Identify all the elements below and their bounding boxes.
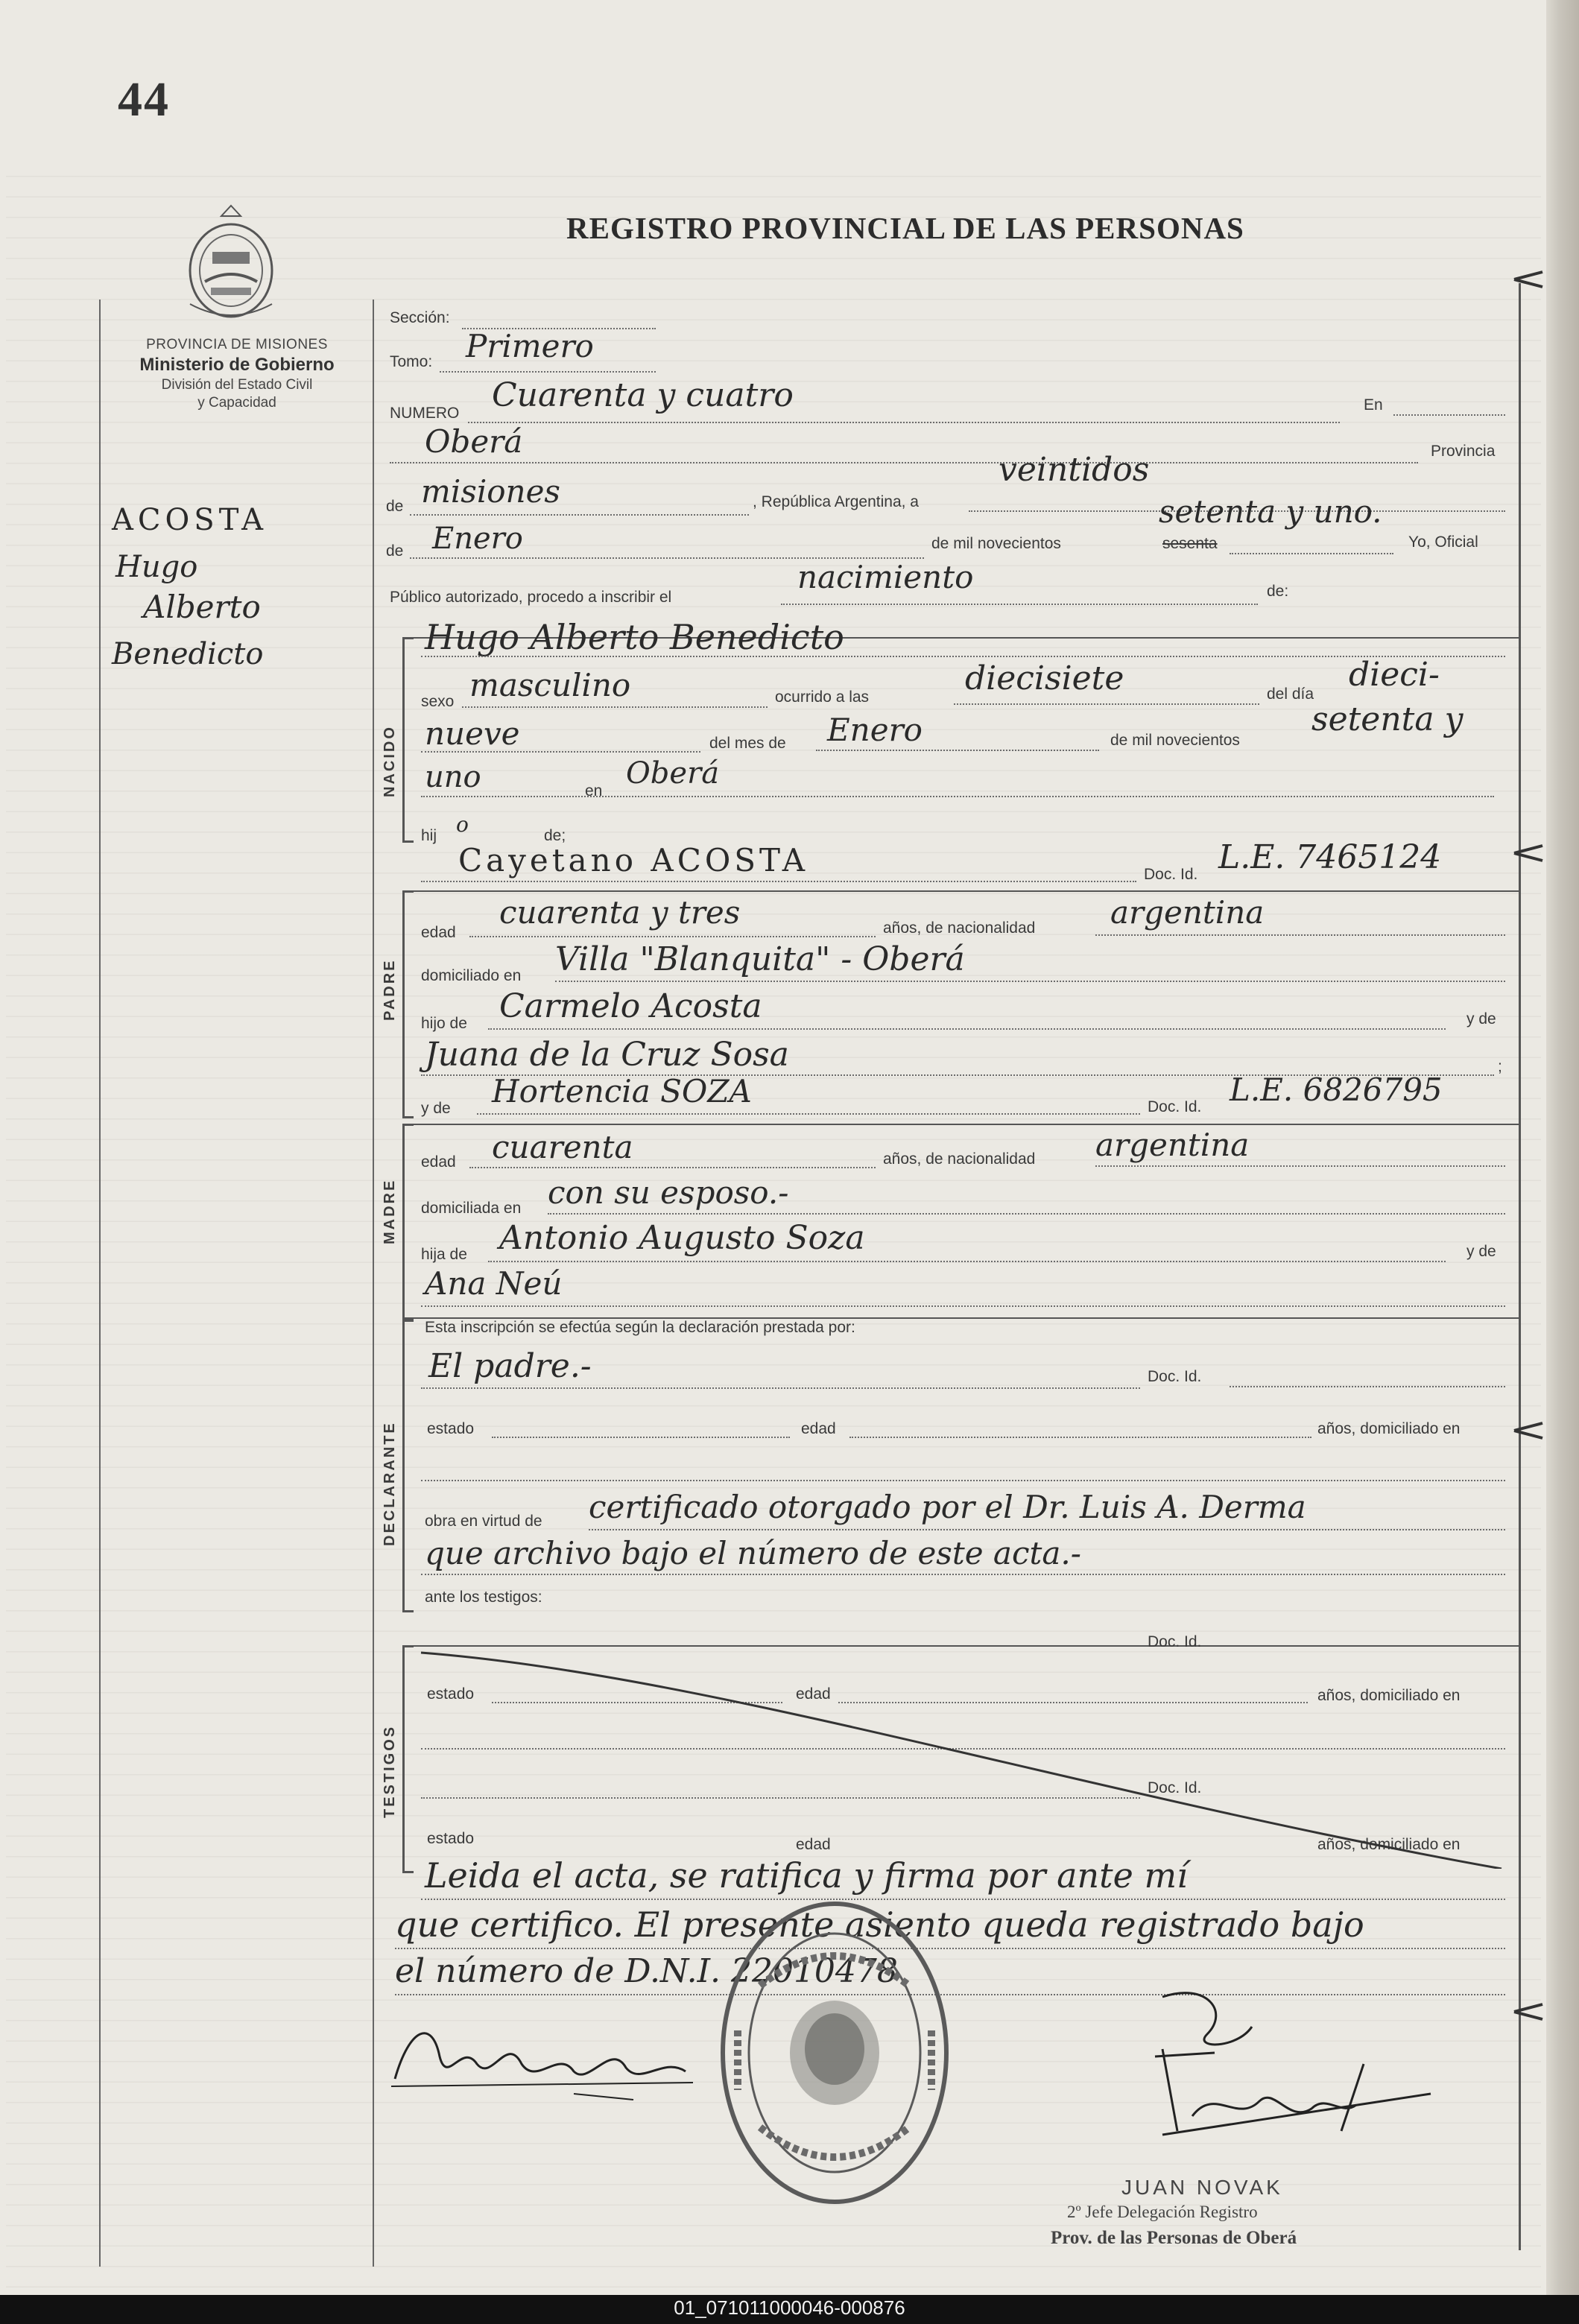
tipo-value: nacimiento <box>797 559 974 595</box>
provincia-line <box>410 514 749 516</box>
madre-madre-line <box>421 1305 1505 1307</box>
anio-nac-a: setenta y <box>1311 700 1463 738</box>
madre-nac-line <box>1095 1165 1505 1167</box>
mes-nac-value: Enero <box>827 712 923 748</box>
semicolon: ; <box>1498 1058 1502 1075</box>
testigo1-edad-label: edad <box>796 1685 831 1703</box>
province-label: PROVINCIA DE MISIONES <box>146 337 328 352</box>
testigo2-edad-label: edad <box>796 1836 831 1853</box>
publico-label: Público autorizado, procedo a inscribir el <box>390 589 672 606</box>
en-line <box>1393 414 1505 416</box>
obra-line-2 <box>421 1574 1505 1575</box>
declarante-label: DECLARANTE <box>382 1421 398 1546</box>
madre-dom-label: domiciliada en <box>421 1200 522 1217</box>
officer-title: 2º Jefe Delegación Registro <box>1067 2203 1258 2221</box>
de-mil-label-2: de mil novecientos <box>1110 732 1240 749</box>
padre-y-de-label: y de <box>1466 1010 1496 1028</box>
margin-surname: ACOSTA <box>112 503 268 537</box>
testigo1-doc-label: Doc. Id. <box>1148 1633 1202 1650</box>
de-label-4: de; <box>544 827 566 844</box>
padre-padre-line <box>488 1028 1446 1030</box>
padre-padre-value: Carmelo Acosta <box>499 987 762 1025</box>
republica-label: , República Argentina, a <box>753 493 919 510</box>
nacido-bracket <box>402 637 414 843</box>
dia-value: veintidos <box>999 451 1150 489</box>
madre-top-rule <box>414 1124 1519 1125</box>
obra-value-2: que archivo bajo el número de este acta.- <box>425 1535 1081 1571</box>
padre-edad-value: cuarenta y tres <box>499 894 741 931</box>
binding-clip-icon <box>1513 1416 1546 1446</box>
madre-y-de-label-2: y de <box>1466 1243 1496 1260</box>
padre-dom-label: domiciliado en <box>421 967 522 984</box>
ocurrido-label: ocurrido a las <box>775 688 870 706</box>
del-dia-label: del día <box>1267 686 1314 703</box>
yo-oficial-label: Yo, Oficial <box>1408 533 1478 551</box>
padre-madre-value: Juana de la Cruz Sosa <box>425 1036 789 1074</box>
tomo-label: Tomo: <box>390 353 433 370</box>
declarante-doc-line <box>1230 1386 1505 1387</box>
de-label-1: de <box>386 498 404 515</box>
hijo-sufijo: o <box>456 812 469 837</box>
dia-nac-a: dieci- <box>1349 656 1440 694</box>
declarante-value: El padre.- <box>428 1347 592 1385</box>
provincia-value: misiones <box>421 473 560 510</box>
officer-signature <box>1118 1982 1446 2138</box>
city-line <box>390 462 1418 463</box>
declarante-dom-line <box>421 1480 1505 1481</box>
padre-dom-line <box>555 981 1505 982</box>
registry-title: REGISTRO PROVINCIAL DE LAS PERSONAS <box>566 211 1244 245</box>
testigo1-estado-label: estado <box>427 1685 475 1703</box>
declarante-estado-line <box>492 1437 790 1438</box>
madre-padre-line <box>488 1261 1446 1262</box>
padre-nombre-line <box>421 881 1136 882</box>
ministry-label: Ministerio de Gobierno <box>139 355 335 375</box>
obra-value-1: certificado otorgado por el Dr. Luis A. Derma <box>589 1489 1306 1525</box>
tomo-value: Primero <box>466 328 594 364</box>
margin-rule-left <box>99 300 101 2267</box>
madre-nombre-line <box>477 1113 1140 1115</box>
declarante-top-rule <box>414 1317 1519 1319</box>
registry-stamp <box>715 1896 954 2209</box>
hora-line <box>954 703 1259 705</box>
padre-nac-value: argentina <box>1110 894 1265 931</box>
margin-given-1: Hugo <box>116 550 198 584</box>
padre-doc-value: L.E. 7465124 <box>1218 838 1442 876</box>
numero-label: NUMERO <box>390 405 460 422</box>
cierre-line-3: el número de D.N.I. 22010478 <box>395 1952 898 1990</box>
page-number: 44 <box>118 72 170 127</box>
del-mes-label: del mes de <box>709 735 786 752</box>
division-label: División del Estado Civil <box>161 377 313 393</box>
madre-edad-line <box>469 1167 876 1168</box>
nombre-value: Hugo Alberto Benedicto <box>425 617 844 657</box>
padre-edad-label: edad <box>421 924 456 941</box>
madre-edad-value: cuarenta <box>492 1129 633 1165</box>
dia-nac-b: nueve <box>425 715 520 752</box>
declarante-anos-label: años, domiciliado en <box>1317 1420 1461 1437</box>
hijo-label: hij <box>421 827 437 844</box>
testigo2-doc-label: Doc. Id. <box>1148 1779 1202 1796</box>
margin-given-2: Alberto <box>143 589 261 625</box>
padre-bracket <box>402 890 414 1118</box>
madre-hija-label: hija de <box>421 1246 467 1263</box>
officer-name: JUAN NOVAK <box>1121 2176 1283 2199</box>
en-label: En <box>1364 396 1383 414</box>
madre-bracket <box>402 1124 414 1322</box>
testigos-bracket <box>402 1645 414 1873</box>
en-value: Oberá <box>425 423 523 460</box>
anio-nac-b: uno <box>425 760 481 794</box>
mes-value: Enero <box>432 522 523 556</box>
cierre-rule-1 <box>421 1899 1505 1900</box>
inscripcion-label: Esta inscripción se efectúa según la declaración prestada por: <box>425 1319 855 1336</box>
madre-dom-line <box>548 1213 1505 1215</box>
padre-dom-value: Villa "Blanquita" - Oberá <box>555 940 965 978</box>
sexo-value: masculino <box>469 667 631 703</box>
hora-value: diecisiete <box>965 659 1124 697</box>
madre-nac-value: argentina <box>1095 1127 1250 1163</box>
margin-rule-middle <box>373 300 374 2267</box>
margin-rule-right <box>1519 283 1521 2250</box>
sesenta-label: sesenta <box>1162 535 1218 552</box>
sexo-label: sexo <box>421 693 455 710</box>
declarante-edad-line <box>849 1437 1311 1438</box>
mes-nac-line <box>816 750 1099 751</box>
declarante-bracket <box>402 1317 414 1612</box>
padre-doc-label: Doc. Id. <box>1144 866 1198 883</box>
dia-nac-line <box>421 751 700 753</box>
madre-dom-value: con su esposo.- <box>548 1174 789 1211</box>
madre-y-de-label: y de <box>421 1100 451 1117</box>
anio-line <box>1230 553 1393 554</box>
lugar-nac-line <box>421 796 1494 797</box>
obra-label: obra en virtud de <box>425 1513 542 1530</box>
madre-label: MADRE <box>382 1178 398 1244</box>
nacido-label: NACIDO <box>382 725 398 797</box>
padre-top-rule <box>414 890 1519 892</box>
numero-value: Cuarenta y cuatro <box>492 376 794 414</box>
nombre-line <box>421 656 1505 657</box>
en-label-2: en <box>585 782 603 800</box>
madre-madre-value: Ana Neú <box>425 1265 563 1302</box>
padre-nac-line <box>1095 934 1505 936</box>
lugar-nac-value: Oberá <box>626 756 720 791</box>
tipo-line <box>781 604 1258 605</box>
seccion-label: Sección: <box>390 309 450 326</box>
padre-hijo-label: hijo de <box>421 1015 467 1032</box>
declarante-doc-label: Doc. Id. <box>1148 1368 1202 1385</box>
de-mil-label: de mil novecientos <box>931 535 1061 552</box>
province-coat-of-arms-icon <box>175 200 287 323</box>
anio-value: setenta y uno. <box>1159 493 1382 530</box>
de-label-2: de <box>386 542 404 560</box>
ministry-block <box>102 337 372 411</box>
testigos-cancel-stroke <box>414 1645 1516 1869</box>
padre-label: PADRE <box>382 958 398 1021</box>
declarante-estado-label: estado <box>427 1420 475 1437</box>
testigo2-estado-label: estado <box>427 1830 475 1847</box>
de-label-3: de: <box>1267 583 1289 600</box>
testigo1-anos-label: años, domiciliado en <box>1317 1687 1461 1704</box>
binding-clip-icon <box>1513 265 1546 294</box>
padre-anos-label: años, de nacionalidad <box>883 919 1036 937</box>
margin-given-3: Benedicto <box>112 637 264 671</box>
declarant-signature <box>387 2012 700 2109</box>
madre-anos-label: años, de nacionalidad <box>883 1150 1036 1168</box>
numero-line <box>468 422 1340 423</box>
cierre-line-1: Leida el acta, se ratifica y firma por ante mí <box>425 1855 1188 1896</box>
testigos-label: TESTIGOS <box>382 1724 398 1818</box>
madre-padre-value: Antonio Augusto Soza <box>499 1219 865 1257</box>
binding-clip-icon <box>1513 838 1546 868</box>
declarante-line <box>421 1387 1140 1389</box>
obra-line-1 <box>589 1529 1505 1530</box>
madre-doc-label: Doc. Id. <box>1148 1098 1202 1115</box>
ante-label: ante los testigos: <box>425 1589 542 1606</box>
provincia-label: Provincia <box>1431 443 1496 460</box>
image-id: 01_071011000046-000876 <box>674 2296 905 2319</box>
sexo-line <box>462 706 768 708</box>
padre-nombre-value: Cayetano ACOSTA <box>458 842 809 878</box>
binding-clip-icon <box>1513 1997 1546 2027</box>
declarante-edad-label: edad <box>801 1420 836 1437</box>
madre-edad-label: edad <box>421 1153 456 1171</box>
officer-office: Prov. de las Personas de Oberá <box>1051 2228 1297 2248</box>
madre-nombre-value: Hortencia SOZA <box>492 1073 752 1109</box>
page-edge <box>1546 0 1579 2295</box>
cierre-line-2: que certifico. El presente asiento queda registrado bajo <box>395 1905 1364 1945</box>
tomo-line <box>440 371 656 373</box>
testigo2-anos-label: años, domiciliado en <box>1317 1836 1461 1853</box>
capacity-label: y Capacidad <box>197 395 276 411</box>
padre-edad-line <box>469 936 876 937</box>
madre-doc-value: L.E. 6826795 <box>1230 1071 1443 1108</box>
